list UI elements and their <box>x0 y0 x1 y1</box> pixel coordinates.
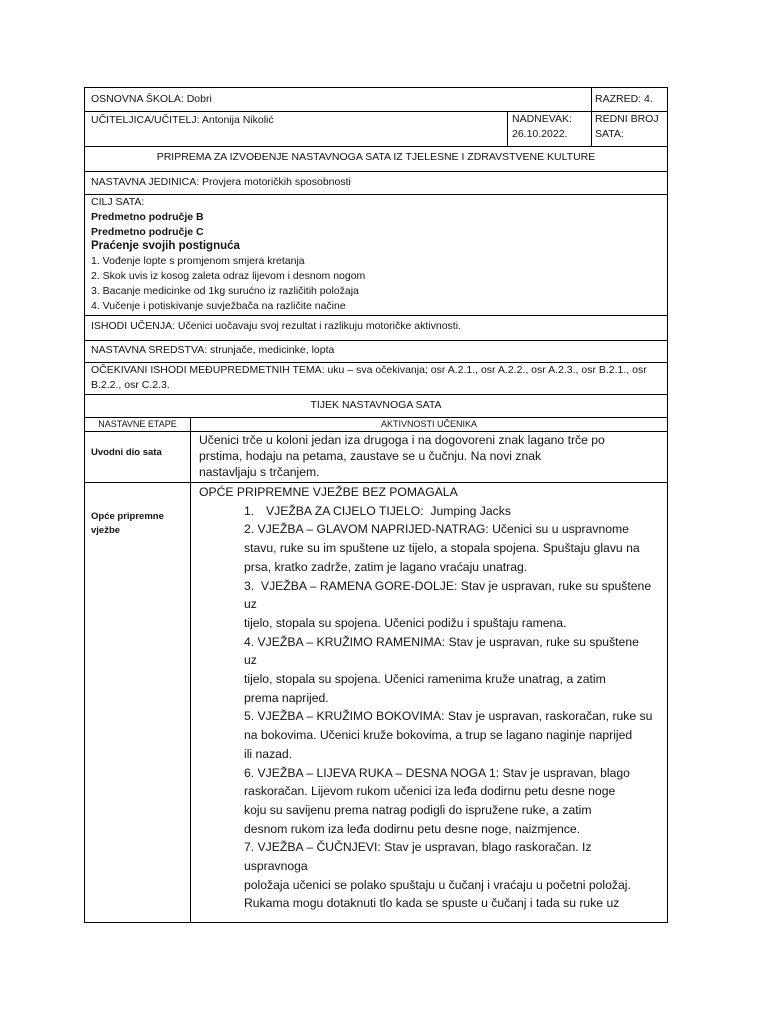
goal-label: CILJ SATA: <box>91 196 145 208</box>
date-cell <box>507 112 591 146</box>
teaching-resources: NASTAVNA SREDSTVA: strunjače, medicinke, lopta <box>91 344 335 356</box>
activity-line: uspravnoga <box>244 859 308 874</box>
outcomes-cell <box>85 316 667 340</box>
school-cell <box>85 88 591 111</box>
goal-item: 1. Vođenje lopte s promjenom smjera kretanja <box>91 255 305 268</box>
row-intro-stage <box>85 432 668 483</box>
date-label: NADNEVAK: <box>512 113 572 125</box>
stage-cell <box>85 432 190 482</box>
activity-line: nastavljaju s trčanjem. <box>199 465 320 479</box>
row-unit <box>85 172 668 195</box>
row-school <box>85 88 668 112</box>
cross-curricular-cell <box>85 363 667 394</box>
teacher-name: UČITELJICA/UČITELJ: Antonija Nikolić <box>91 114 274 126</box>
row-goal <box>85 195 668 316</box>
exercise-text: VJEŽBA ZA CIJELO TIJELO: Jumping Jacks <box>266 503 511 518</box>
activity-line: raskoračan. Lijevom rukom učenici iza leđa dodirnu petu desne noge <box>244 784 616 799</box>
lesson-plan-table <box>84 87 668 923</box>
activity-cell <box>190 483 667 922</box>
resources-cell <box>85 341 667 362</box>
activity-line: uz <box>244 597 257 612</box>
title-cell <box>85 147 667 171</box>
activity-heading: OPĆE PRIPREMNE VJEŽBE BEZ POMAGALA <box>199 485 458 499</box>
row-warmup-stage <box>85 483 668 923</box>
activity-line: prema naprijed. <box>244 690 329 705</box>
goal-item: 4. Vučenje i potiskivanje suvježbača na različite načine <box>91 299 346 312</box>
goal-domain: Predmetno područje C <box>91 225 204 238</box>
learning-outcomes: ISHODI UČENJA: Učenici uočavaju svoj rezultat i razlikuju motoričke aktivnosti. <box>91 320 461 332</box>
activity-line: položaja učenici se polako spuštaju u čučanj i vraćaju u početni položaj. <box>244 877 631 892</box>
flow-title: TIJEK NASTAVNOGA SATA <box>310 399 442 411</box>
activity-line: 3. VJEŽBA – RAMENA GORE-DOLJE: Stav je uspravan, ruke su spuštene <box>244 578 652 593</box>
stage-cell <box>85 483 190 922</box>
activity-line: 4. VJEŽBA – KRUŽIMO RAMENIMA: Stav je uspravan, ruke su spuštene <box>244 634 639 649</box>
stage-name: Uvodni dio sata <box>91 447 162 458</box>
row-title <box>85 147 668 172</box>
activity-line: prsa, kratko zadrže, zatim je lagano vraćaju unatrag. <box>244 559 528 574</box>
activity-line: stavu, ruke su im spuštene uz tijelo, a stopala spojena. Spuštaju glavu na <box>244 541 640 556</box>
exercise-number: 1. <box>244 503 255 518</box>
teacher-cell <box>85 112 507 146</box>
activity-line: uz <box>244 653 257 668</box>
exercise-item <box>199 502 667 521</box>
row-flow-title <box>85 395 668 418</box>
column-header-activity: AKTIVNOSTI UČENIKA <box>190 418 667 431</box>
goal-cell <box>85 195 667 315</box>
goal-domain: Predmetno područje B <box>91 210 204 223</box>
cross-curricular-outcomes: OČEKIVANI ISHODI MEĐUPREDMETNIH TEMA: uku – sva očekivanja; osr A.2.1., osr A.2.2., osr A.2.3., osr B.2.1., osr B.2.2., osr C.2.3. <box>91 364 647 391</box>
unit-cell <box>85 172 667 194</box>
stage-name: Opće pripremne vježbe <box>91 511 164 536</box>
activity-line: 7. VJEŽBA – ČUČNJEVI: Stav je uspravan, blago raskoračan. Iz <box>244 840 592 855</box>
flow-title-cell <box>85 395 667 417</box>
school-name: OSNOVNA ŠKOLA: Dobri <box>91 93 212 105</box>
goal-domain: Praćenje svojih postignuća <box>91 240 240 253</box>
row-column-headers <box>85 418 668 432</box>
activity-cell <box>190 432 667 482</box>
lesson-number-label: REDNI BROJ SATA: <box>595 113 659 140</box>
row-outcomes <box>85 316 668 341</box>
activity-line: 5. VJEŽBA – KRUŽIMO BOKOVIMA: Stav je uspravan, raskoračan, ruke su <box>244 709 653 724</box>
activity-line: na bokovima. Učenici kruže bokovima, a trup se lagano naginje naprijed <box>244 728 633 743</box>
document-title: PRIPREMA ZA IZVOĐENJE NASTAVNOGA SATA IZ TJELESNE I ZDRAVSTVENE KULTURE <box>156 151 596 163</box>
activity-line: 6. VJEŽBA – LIJEVA RUKA – DESNA NOGA 1: Stav je uspravan, blago <box>244 765 630 780</box>
activity-line: desnom rukom iza leđa dodirnu petu desne noge, naizmjence. <box>244 821 581 836</box>
row-teacher <box>85 112 668 147</box>
activity-line: Rukama mogu dotaknuti tlo kada se spuste u čučanj i tada su ruke uz <box>244 896 620 911</box>
grade-cell <box>591 88 667 111</box>
activity-line: prstima, hodaju na petama, zaustave se u čučnju. Na novi znak <box>199 449 542 463</box>
activity-line: koju su savijenu prema natrag podigli do ispružene ruke, a zatim <box>244 802 592 817</box>
activity-line: 2. VJEŽBA – GLAVOM NAPRIJED-NATRAG: Učenici su u uspravnome <box>244 522 629 537</box>
activity-line: ili nazad. <box>244 746 293 761</box>
goal-item: 3. Bacanje medicinke od 1kg surućno iz različitih položaja <box>91 284 359 297</box>
grade: RAZRED: 4. <box>595 93 653 105</box>
row-cross-curricular <box>85 363 668 395</box>
lesson-number-cell <box>591 112 667 146</box>
goal-item: 2. Skok uvis iz kosog zaleta odraz lijevom i desnom nogom <box>91 269 366 282</box>
row-resources <box>85 341 668 363</box>
activity-line: Učenici trče u koloni jedan iza drugoga i na dogovoreni znak lagano trče po <box>199 433 605 447</box>
date-value: 26.10.2022. <box>512 128 568 140</box>
teaching-unit: NASTAVNA JEDINICA: Provjera motoričkih sposobnosti <box>91 176 351 188</box>
activity-line: tijelo, stopala su spojena. Učenici podižu i spuštaju ramena. <box>244 615 567 630</box>
column-header-stage: NASTAVNE ETAPE <box>98 419 177 429</box>
activity-line: tijelo, stopala su spojena. Učenici ramenima kruže unatrag, a zatim <box>244 672 606 687</box>
